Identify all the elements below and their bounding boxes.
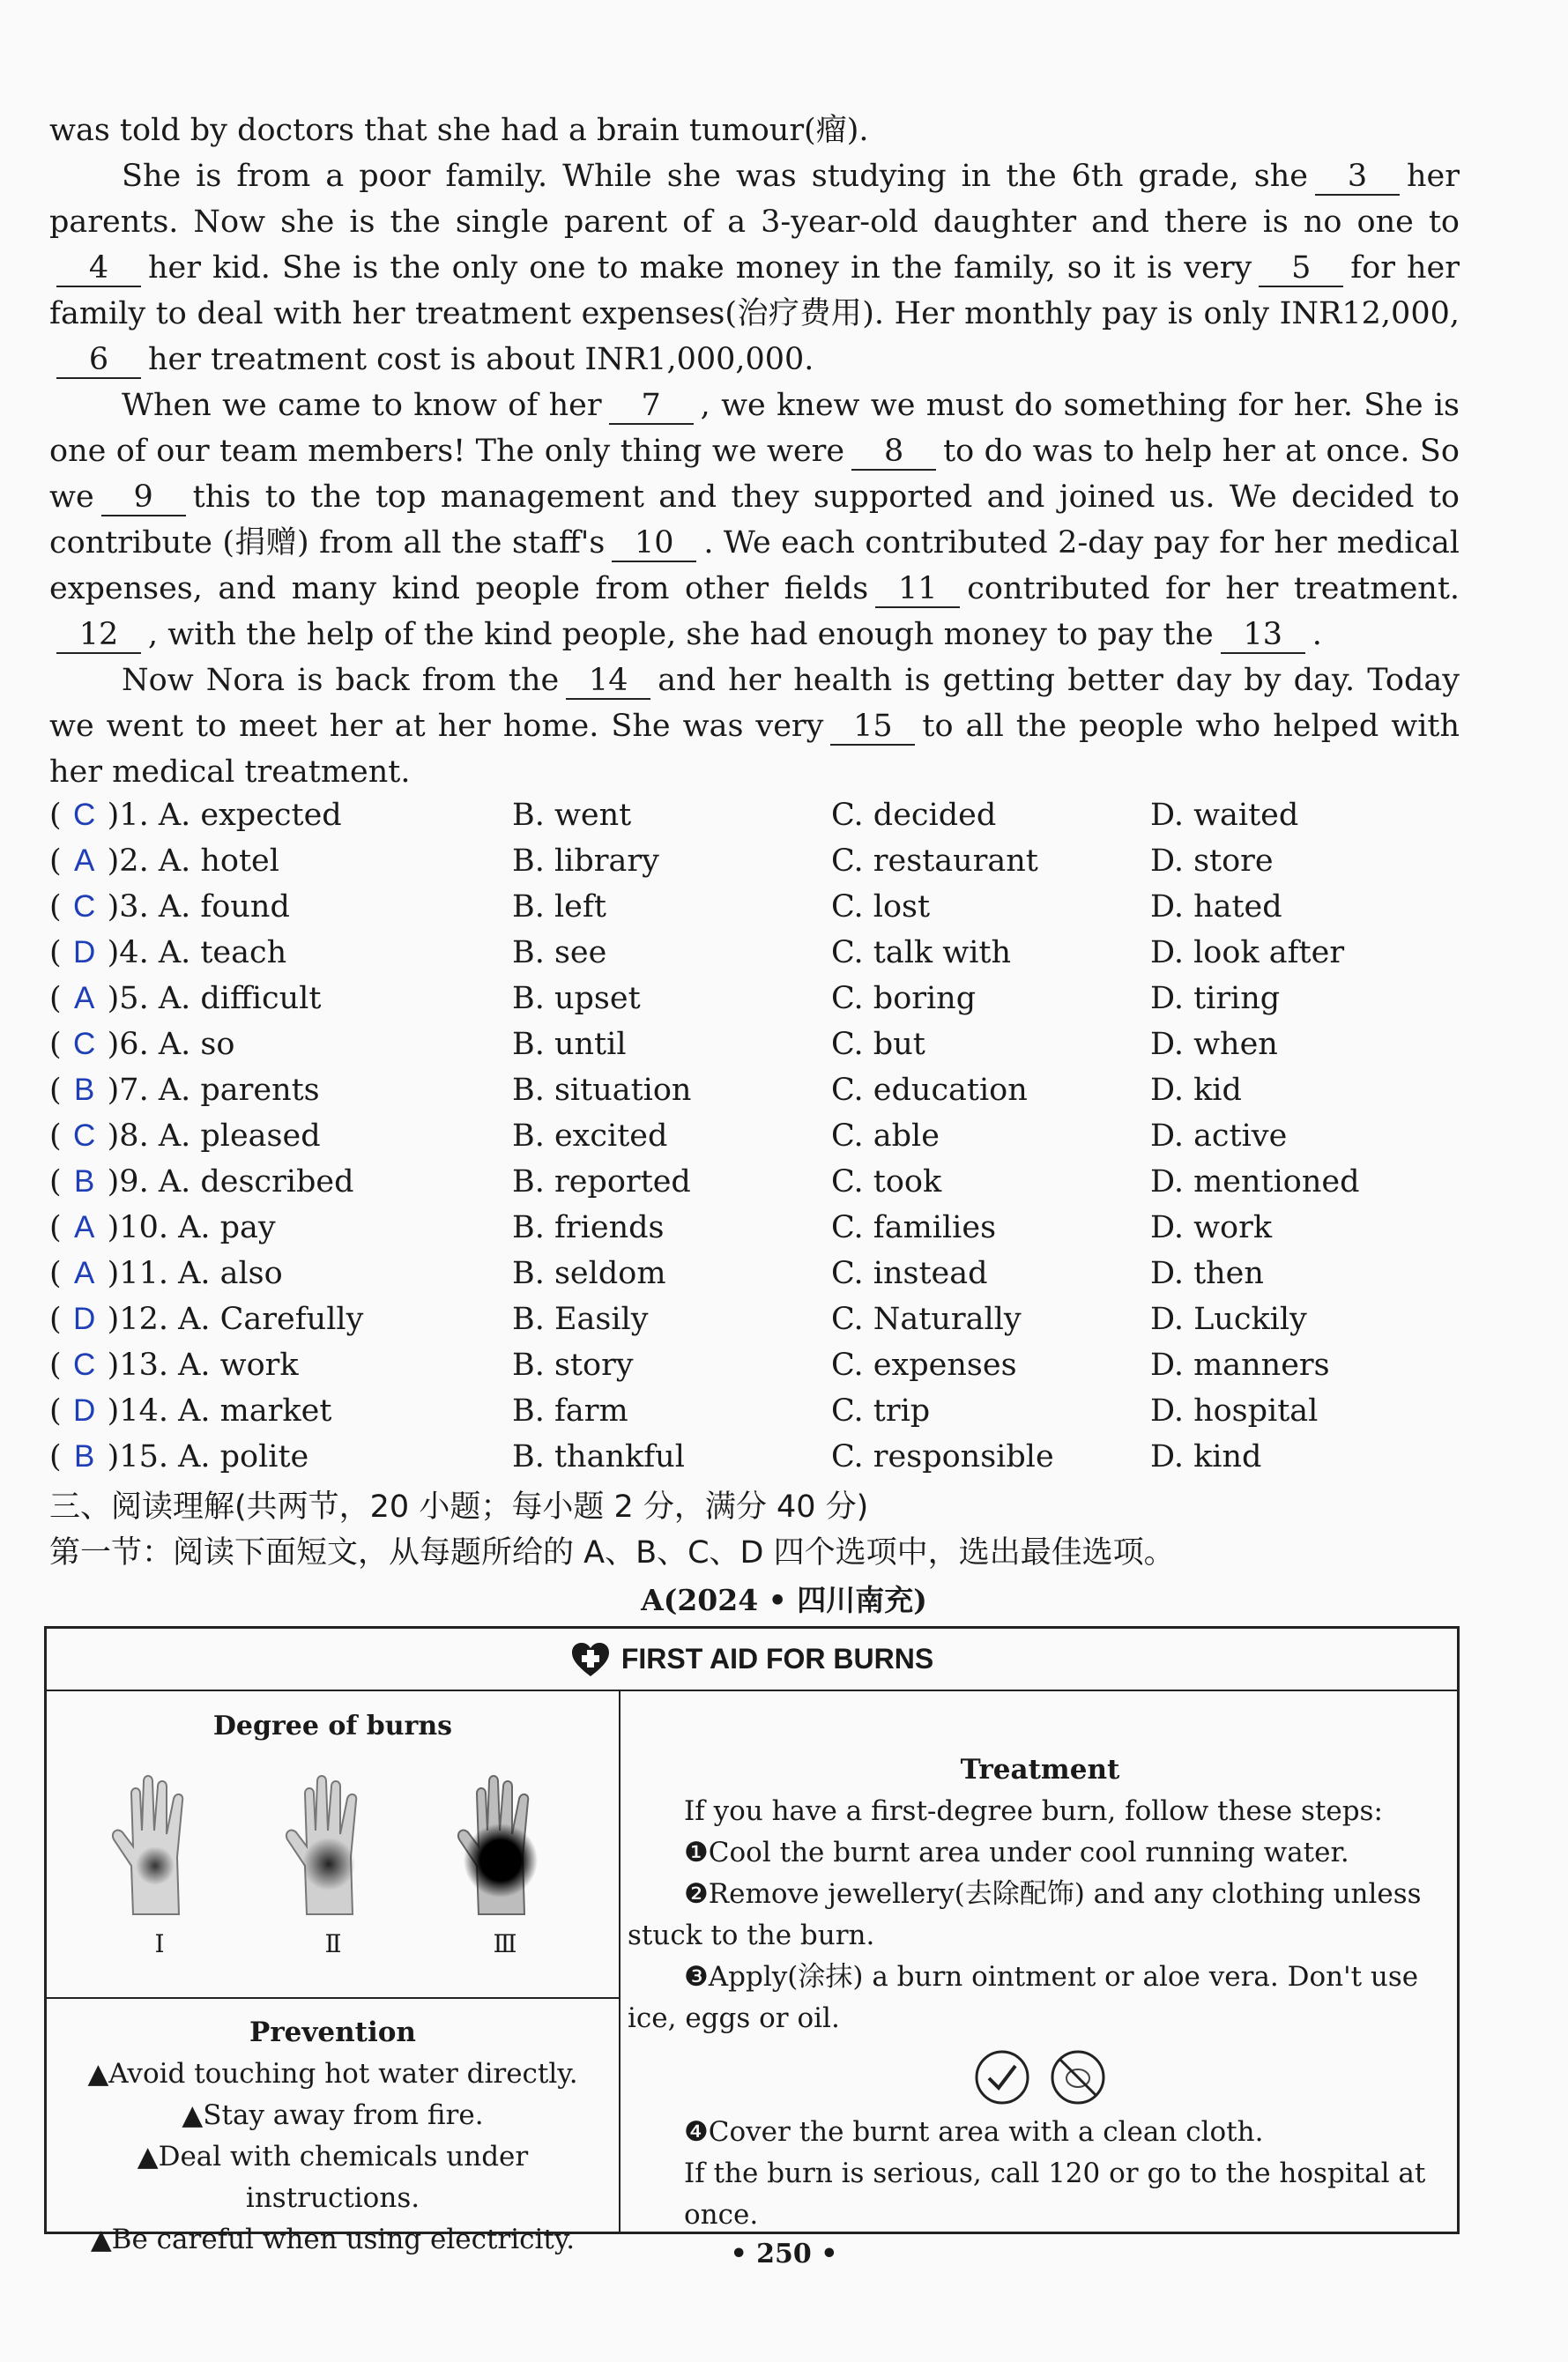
option-b: B. reported [512, 1164, 691, 1200]
page-number: • 250 • [730, 2239, 838, 2269]
cloze-passage [49, 108, 1460, 795]
option-a: )4. A. teach [107, 935, 287, 970]
blank-4: 4 [56, 250, 141, 287]
option-d: D. look after [1150, 935, 1345, 970]
degree-of-burns [47, 1691, 619, 1997]
question-row [49, 1296, 1477, 1342]
option-c: C. able [831, 1118, 940, 1154]
option-c: C. Naturally [831, 1302, 1022, 1337]
blank-9: 9 [101, 479, 186, 516]
option-b: B. thankful [512, 1439, 685, 1474]
question-stem [49, 843, 512, 879]
degree-title: Degree of burns [212, 1711, 453, 1742]
answer-letter: B [73, 1073, 95, 1107]
option-d: D. when [1150, 1027, 1278, 1062]
hand-third-degree [443, 1769, 567, 1958]
blank-5: 5 [1259, 250, 1343, 287]
degree-label-2: Ⅱ [324, 1929, 342, 1958]
option-b: B. seldom [512, 1256, 666, 1291]
option-c: C. lost [831, 889, 931, 925]
option-d: D. mentioned [1150, 1164, 1360, 1200]
option-b: B. left [512, 889, 606, 925]
hand-burn-icon [280, 1769, 386, 1919]
passage-line-0: was told by doctors that she had a brain tumour(瘤). [49, 113, 869, 148]
question-row [49, 976, 1477, 1021]
question-row [49, 1342, 1477, 1388]
blank-10: 10 [612, 525, 696, 562]
question-stem [49, 1210, 512, 1245]
option-b: B. until [512, 1027, 627, 1062]
question-row [49, 1113, 1477, 1159]
answer-paren: ( [49, 798, 62, 833]
option-d: D. then [1150, 1256, 1264, 1291]
answer-paren: ( [49, 1393, 62, 1429]
hand-burn-icon [107, 1769, 212, 1919]
option-a: )13. A. work [107, 1348, 299, 1383]
answer-paren: ( [49, 1439, 62, 1474]
option-a: )1. A. expected [107, 798, 342, 833]
option-d: D. tiring [1150, 981, 1281, 1016]
blank-8: 8 [851, 434, 936, 471]
question-stem [49, 1256, 512, 1291]
option-a: )14. A. market [107, 1393, 332, 1429]
option-a: )12. A. Carefully [107, 1302, 364, 1337]
treatment-step-2: ❷Remove jewellery(去除配饰) and any clothing unless stuck to the burn. [628, 1878, 1422, 1951]
section-instructions: 第一节：阅读下面短文，从每题所给的 A、B、C、D 四个选项中，选出最佳选项。 [49, 1535, 1175, 1571]
question-row [49, 884, 1477, 930]
treatment-section [621, 1691, 1460, 2234]
blank-3: 3 [1315, 159, 1400, 196]
answer-paren: ( [49, 935, 62, 970]
question-row [49, 930, 1477, 976]
option-c: C. boring [831, 981, 977, 1016]
option-d: D. store [1150, 843, 1274, 879]
option-a: )5. A. difficult [107, 981, 322, 1016]
first-aid-title: FIRST AID FOR BURNS [47, 1629, 1457, 1691]
option-c: C. responsible [831, 1439, 1054, 1474]
question-stem [49, 1393, 512, 1429]
answer-paren: ( [49, 1210, 62, 1245]
option-d: D. waited [1150, 798, 1299, 833]
option-c: C. trip [831, 1393, 931, 1429]
answer-paren: ( [49, 1118, 62, 1154]
option-d: D. active [1150, 1118, 1288, 1154]
option-b: B. upset [512, 981, 641, 1016]
option-c: C. families [831, 1210, 997, 1245]
prevention-item: ▲Be careful when using electricity. [90, 2224, 576, 2255]
blank-14: 14 [566, 663, 650, 700]
option-d: D. kind [1150, 1439, 1262, 1474]
question-stem [49, 1027, 512, 1062]
option-c: C. expenses [831, 1348, 1017, 1383]
option-c: C. restaurant [831, 843, 1038, 879]
answer-letter: A [73, 1210, 95, 1244]
option-b: B. excited [512, 1118, 668, 1154]
option-b: B. see [512, 935, 607, 970]
hand-second-degree [271, 1769, 395, 1958]
prevention-item: ▲Avoid touching hot water directly. [87, 2058, 578, 2090]
answer-letter: D [73, 1302, 96, 1336]
question-stem [49, 1348, 512, 1383]
option-d: D. Luckily [1150, 1302, 1307, 1337]
question-row [49, 1159, 1477, 1205]
hand-burn-icon [452, 1769, 558, 1919]
option-a: )8. A. pleased [107, 1118, 321, 1154]
do-dont-icons [621, 2048, 1460, 2112]
answer-letter: B [73, 1164, 95, 1199]
question-stem [49, 981, 512, 1016]
question-stem [49, 1073, 512, 1108]
answer-paren: ( [49, 981, 62, 1016]
question-stem [49, 1302, 512, 1337]
answer-paren: ( [49, 1256, 62, 1291]
option-b: B. situation [512, 1073, 692, 1108]
answer-letter: C [73, 1027, 96, 1061]
question-row [49, 838, 1477, 884]
treatment-intro: If you have a first-degree burn, follow these steps: [684, 1795, 1383, 1827]
prevention-item: ▲Deal with chemicals under instructions. [137, 2141, 529, 2214]
answer-letter: C [73, 1118, 96, 1153]
option-a: )3. A. found [107, 889, 290, 925]
passage-paragraph-3: Now Nora is back from the 14 and her health is getting better day by day. Today we went to meet her at her home. She was very 15 to all the people who helped with her medical treatment. [49, 663, 1460, 790]
answer-paren: ( [49, 889, 62, 925]
blank-15: 15 [830, 709, 915, 746]
prevention-item: ▲Stay away from fire. [182, 2099, 484, 2131]
passage-paragraph-1: She is from a poor family. While she was studying in the 6th grade, she 3 her parents. Now she is the single parent of a 3-year-old daughter and there is no one to4 her kid. She is the only one to make money in the family, so it is very 5 for her family to deal with her treatment expenses(治疗费用). Her monthly pay is only INR12,000,6 her treatment cost is about INR1,000,000. [49, 159, 1460, 377]
treatment-step-3: ❸Apply(涂抹) a burn ointment or aloe vera. Don't use ice, eggs or oil. [628, 1961, 1419, 2034]
degree-label-1: Ⅰ [154, 1929, 165, 1958]
answer-letter: A [73, 981, 95, 1015]
option-b: B. story [512, 1348, 634, 1383]
option-c: C. education [831, 1073, 1028, 1108]
no-ice-icon [1049, 2048, 1107, 2106]
answer-letter: D [73, 1393, 96, 1428]
answer-letter: C [73, 798, 96, 832]
answer-paren: ( [49, 1164, 62, 1200]
option-d: D. hated [1150, 889, 1282, 925]
blank-12: 12 [56, 617, 141, 654]
option-c: C. but [831, 1027, 925, 1062]
answer-paren: ( [49, 1027, 62, 1062]
option-a: )2. A. hotel [107, 843, 279, 879]
answer-letter: B [73, 1439, 95, 1474]
question-stem [49, 1164, 512, 1200]
passage-paragraph-2: When we came to know of her 7 , we knew we must do something for her. She is one of our team members! The only thing we were 8 to do was to help her at once. So we 9 this to the top management and they supported and joined us. We decided to contribute (捐赠) from all the staff's 10 . We each contributed 2-day pay for her medical expenses, and many kind people from other fields 11 contributed for her treatment.12 , with the help of the kind people, she had enough money to pay the 13 . [49, 388, 1460, 652]
passage-label: A(2024 • 四川南充) [641, 1583, 927, 1617]
answer-letter: C [73, 1348, 96, 1382]
option-b: B. library [512, 843, 659, 879]
answer-letter: A [73, 1256, 95, 1290]
question-row [49, 1067, 1477, 1113]
blank-7: 7 [609, 388, 694, 425]
question-stem [49, 935, 512, 970]
question-options [49, 792, 1477, 1480]
option-c: C. decided [831, 798, 997, 833]
answer-paren: ( [49, 843, 62, 879]
question-row [49, 1388, 1477, 1434]
option-a: )6. A. so [107, 1027, 235, 1062]
degree-label-3: Ⅲ [493, 1929, 517, 1958]
option-a: )7. A. parents [107, 1073, 320, 1108]
answer-paren: ( [49, 1348, 62, 1383]
option-c: C. took [831, 1164, 942, 1200]
answer-letter: C [73, 889, 96, 924]
option-c: C. instead [831, 1256, 988, 1291]
answer-paren: ( [49, 1073, 62, 1108]
option-d: D. manners [1150, 1348, 1330, 1383]
question-stem [49, 889, 512, 925]
treatment-step-4: ❹Cover the burnt area with a clean cloth. [684, 2116, 1264, 2148]
question-stem [49, 1118, 512, 1154]
blank-6: 6 [56, 342, 141, 379]
option-b: B. farm [512, 1393, 628, 1429]
hand-first-degree [98, 1769, 221, 1958]
prevention-title: Prevention [249, 2017, 416, 2048]
answer-paren: ( [49, 1302, 62, 1337]
option-a: )9. A. described [107, 1164, 354, 1200]
section-title: 三、阅读理解(共两节，20 小题；每小题 2 分，满分 40 分) [49, 1489, 869, 1525]
option-b: B. friends [512, 1210, 665, 1245]
question-stem [49, 1439, 512, 1474]
option-a: )15. A. polite [107, 1439, 309, 1474]
option-b: B. Easily [512, 1302, 649, 1337]
option-a: )11. A. also [107, 1256, 283, 1291]
blank-13: 13 [1221, 617, 1305, 654]
option-d: D. work [1150, 1210, 1273, 1245]
treatment-title: Treatment [960, 1754, 1120, 1786]
question-row [49, 1251, 1477, 1296]
option-d: D. kid [1150, 1073, 1242, 1108]
option-a: )10. A. pay [107, 1210, 276, 1245]
option-b: B. went [512, 798, 632, 833]
heart-cross-icon [570, 1641, 611, 1678]
answer-letter: A [73, 843, 95, 878]
option-c: C. talk with [831, 935, 1012, 970]
blank-11: 11 [875, 571, 960, 608]
question-stem [49, 798, 512, 833]
question-row [49, 1434, 1477, 1480]
treatment-step-1: ❶Cool the burnt area under cool running water. [684, 1837, 1349, 1868]
question-row [49, 1205, 1477, 1251]
question-row [49, 792, 1477, 838]
answer-letter: D [73, 935, 96, 969]
question-row [49, 1021, 1477, 1067]
prevention-section [47, 1999, 619, 2255]
ointment-ok-icon [973, 2048, 1031, 2106]
treatment-serious: If the burn is serious, call 120 or go to the hospital at once. [684, 2158, 1426, 2231]
option-d: D. hospital [1150, 1393, 1319, 1429]
